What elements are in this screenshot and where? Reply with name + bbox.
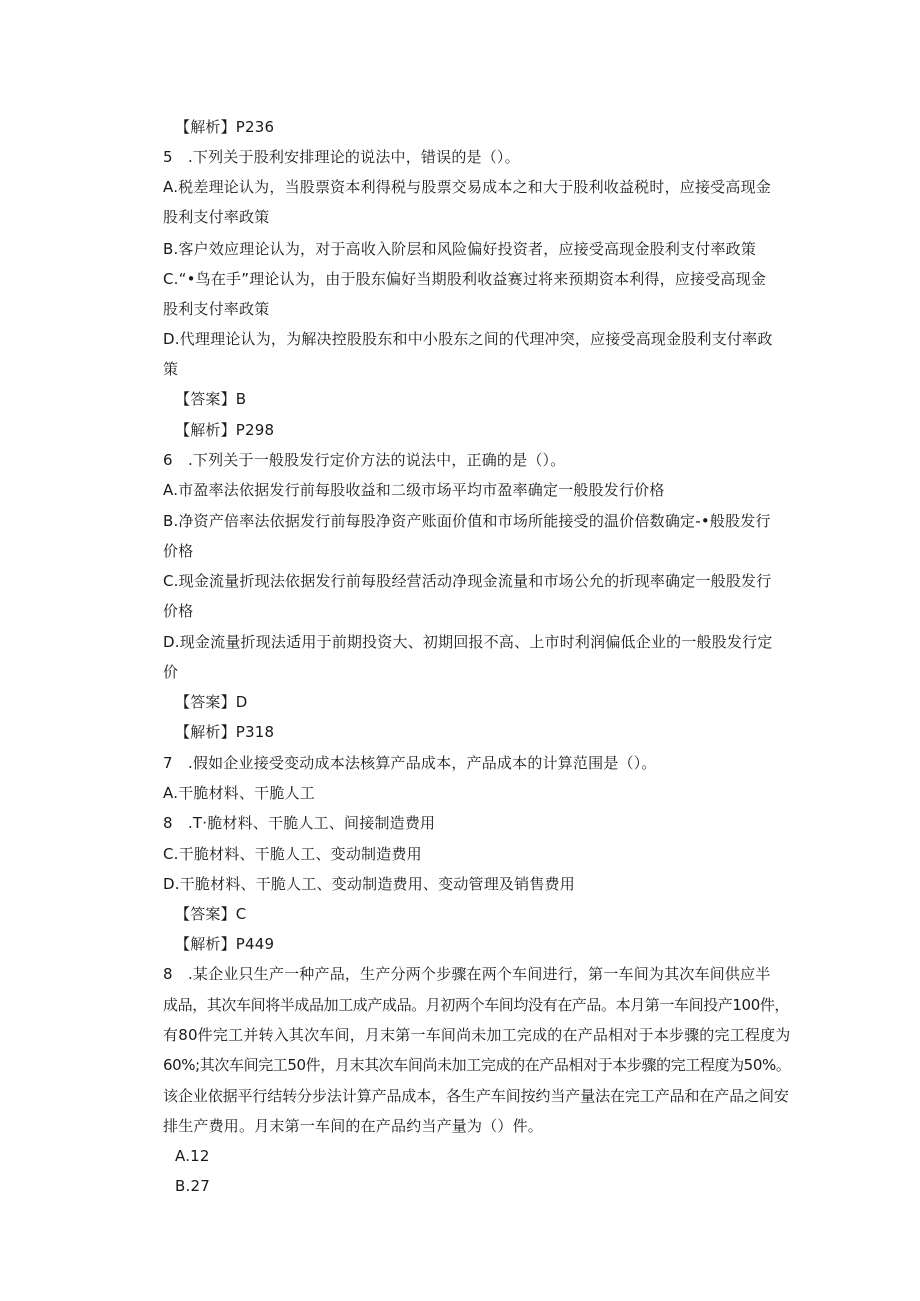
option-c: C.现金流量折现法依据发行前每股经营活动净现金流量和市场公允的折现率确定一般股发行 bbox=[163, 572, 772, 590]
option-c-cont: 价格 bbox=[163, 602, 194, 620]
question-6: 6 .下列关于一般股发行定价方法的说法中，正确的是（）。 bbox=[163, 451, 566, 469]
analysis-label: 【解析】P449 bbox=[175, 935, 275, 953]
option-d-cont: 价 bbox=[163, 663, 179, 681]
option-b: B.净资产倍率法依据发行前每股净资产账面价值和市场所能接受的温价倍数确定-•般股发行 bbox=[163, 512, 771, 530]
option-c: C.“•鸟在手”理论认为，由于股东偏好当期股利收益赛过将来预期资本利得，应接受高现金 bbox=[163, 270, 767, 288]
question-8-cont: 60%;其次车间完工50件，月末其次车间尚未加工完成的在产品相对于本步骤的完工程度为50%。 bbox=[163, 1056, 791, 1074]
question-5: 5 .下列关于股利安排理论的说法中，错误的是（）。 bbox=[163, 148, 520, 166]
analysis-label: 【解析】P298 bbox=[175, 421, 275, 439]
option-d: D.现金流量折现法适用于前期投资大、初期回报不高、上市时利润偏低企业的一般股发行定 bbox=[163, 633, 773, 651]
option-a: A.市盈率法依据发行前每股收益和二级市场平均市盈率确定一般股发行价格 bbox=[163, 481, 665, 499]
option-b: B.27 bbox=[175, 1177, 210, 1195]
analysis-label: 【解析】P236 bbox=[175, 118, 275, 136]
option-b-cont: 价格 bbox=[163, 542, 194, 560]
answer-label: 【答案】B bbox=[175, 390, 247, 408]
option-d: D.干脆材料、干脆人工、变动制造费用、变动管理及销售费用 bbox=[163, 875, 575, 893]
option-d: D.代理理论认为，为解决控股股东和中小股东之间的代理冲突，应接受高现金股利支付率政 bbox=[163, 330, 773, 348]
question-8-cont: 成品，其次车间将半成品加工成产成品。月初两个车间均没有在产品。本月第一车间投产100件， bbox=[163, 996, 790, 1014]
option-d-cont: 策 bbox=[163, 360, 179, 378]
question-7: 7 .假如企业接受变动成本法核算产品成本，产品成本的计算范围是（）。 bbox=[163, 754, 657, 772]
question-8-cont: 有80件完工并转入其次车间，月末第一车间尚未加工完成的在产品相对于本步骤的完工程度为 bbox=[163, 1026, 791, 1044]
question-8-cont: 排生产费用。月末第一车间的在产品约当产量为（）件。 bbox=[163, 1117, 544, 1135]
answer-label: 【答案】D bbox=[175, 693, 248, 711]
answer-label: 【答案】C bbox=[175, 905, 247, 923]
option-b: 8 .T·脆材料、干脆人工、间接制造费用 bbox=[163, 814, 436, 832]
option-a: A.税差理论认为，当股票资本利得税与股票交易成本之和大于股利收益税时，应接受高现金 bbox=[163, 178, 771, 196]
analysis-label: 【解析】P318 bbox=[175, 723, 275, 741]
option-a-cont: 股利支付率政策 bbox=[163, 208, 270, 226]
option-c: C.干脆材料、干脆人工、变动制造费用 bbox=[163, 845, 422, 863]
option-c-cont: 股利支付率政策 bbox=[163, 300, 270, 318]
question-8: 8 .某企业只生产一种产品，生产分两个步骤在两个车间进行，第一车间为其次车间供应半 bbox=[163, 965, 771, 983]
option-b: B.客户效应理论认为，对于高收入阶层和风险偏好投资者，应接受高现金股利支付率政策 bbox=[163, 240, 757, 258]
option-a: A.12 bbox=[175, 1147, 210, 1165]
option-a: A.干脆材料、干脆人工 bbox=[163, 784, 315, 802]
question-8-cont: 该企业依据平行结转分步法计算产品成本，各生产车间按约当产量法在完工产品和在产品之间安 bbox=[163, 1087, 789, 1105]
